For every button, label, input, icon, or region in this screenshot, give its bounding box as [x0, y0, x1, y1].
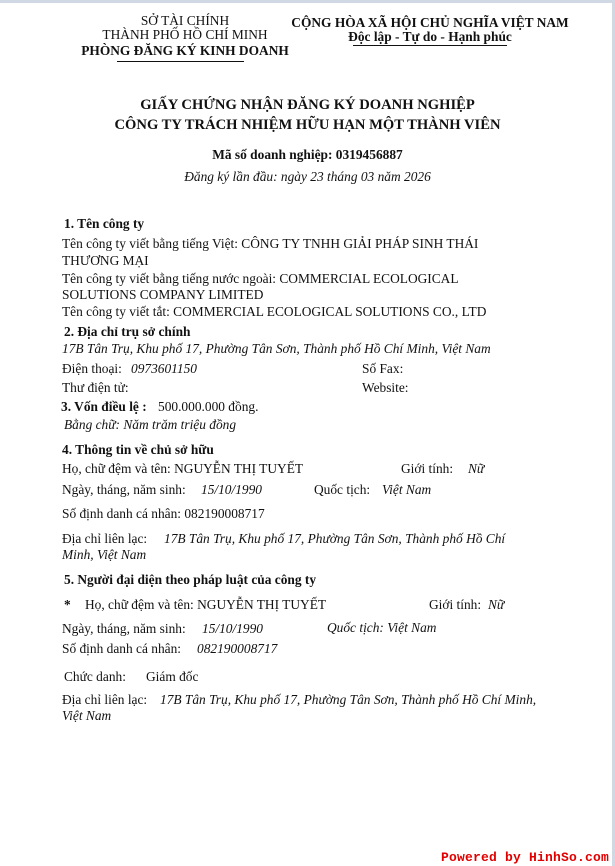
company-name-vn-2: THƯƠNG MẠI — [62, 253, 149, 268]
owner-dob-value: 15/10/1990 — [201, 482, 263, 497]
company-name-foreign-2: SOLUTIONS COMPANY LIMITED — [62, 287, 264, 302]
company-type: CÔNG TY TRÁCH NHIỆM HỮU HẠN MỘT THÀNH VIÊN — [114, 117, 501, 133]
owner-address-line-1: 17B Tân Trụ, Khu phố 17, Phường Tân Sơn, Thành phố Hồ Chí — [164, 531, 506, 546]
company-name-foreign-1: Tên công ty viết bằng tiếng nước ngoài: COMMERCIAL ECOLOGICAL — [62, 271, 459, 286]
national-title: CỘNG HÒA XÃ HỘI CHỦ NGHĨA VIỆT NAM — [291, 15, 569, 30]
section-4-heading: 4. Thông tin về chủ sở hữu — [62, 442, 214, 457]
head-office-address: 17B Tân Trụ, Khu phố 17, Phường Tân Sơn, Thành phố Hồ Chí Minh, Việt Nam — [62, 341, 491, 356]
representative-address-label: Địa chỉ liên lạc: — [62, 692, 148, 707]
agency-line-3: PHÒNG ĐĂNG KÝ KINH DOANH — [81, 43, 289, 58]
representative-dob-label: Ngày, tháng, năm sinh: — [62, 621, 186, 636]
agency-line-2: THÀNH PHỐ HỒ CHÍ MINH — [102, 27, 268, 42]
section-1-heading: 1. Tên công ty — [64, 216, 145, 231]
company-name-vn-1: Tên công ty viết bằng tiếng Việt: CÔNG TY TNHH GIẢI PHÁP SINH THÁI — [62, 236, 479, 251]
motto-underline — [353, 45, 507, 46]
representative-nationality: Quốc tịch: Việt Nam — [327, 620, 437, 635]
representative-title-value: Giám đốc — [146, 669, 199, 684]
representative-gender-label: Giới tính: — [429, 597, 482, 612]
section-2-heading: 2. Địa chỉ trụ sở chính — [64, 324, 191, 339]
agency-line-1: SỞ TÀI CHÍNH — [140, 13, 230, 28]
powered-by-watermark: Powered by HinhSo.com — [440, 850, 609, 865]
owner-gender-label: Giới tính: — [401, 461, 454, 476]
email-label: Thư điện tử: — [62, 380, 129, 395]
fax-label: Số Fax: — [362, 361, 404, 376]
phone-value: 0973601150 — [131, 361, 197, 376]
charter-capital-words: Bằng chữ: Năm trăm triệu đồng — [64, 417, 237, 432]
owner-address-line-2: Minh, Việt Nam — [62, 547, 147, 562]
section-3-label: 3. Vốn điều lệ : — [61, 399, 147, 414]
section-5-heading: 5. Người đại diện theo pháp luật của công ty — [64, 572, 317, 587]
representative-address-line-2: Việt Nam — [62, 708, 112, 723]
owner-id: Số định danh cá nhân: 082190008717 — [62, 506, 265, 521]
representative-name: Họ, chữ đệm và tên: NGUYỄN THỊ TUYẾT — [85, 597, 327, 612]
owner-gender-value: Nữ — [468, 461, 485, 476]
phone-label: Điện thoại: — [62, 361, 122, 376]
owner-address-label: Địa chỉ liên lạc: — [62, 531, 148, 546]
owner-nationality-label: Quốc tịch: — [314, 482, 371, 497]
document-title: GIẤY CHỨNG NHẬN ĐĂNG KÝ DOANH NGHIỆP — [140, 97, 475, 113]
owner-name: Họ, chữ đệm và tên: NGUYỄN THỊ TUYẾT — [62, 461, 304, 476]
owner-dob-label: Ngày, tháng, năm sinh: — [62, 482, 186, 497]
representative-id-value: 082190008717 — [197, 641, 278, 656]
company-name-short: Tên công ty viết tắt: COMMERCIAL ECOLOGICAL SOLUTIONS CO., LTD — [62, 304, 487, 319]
first-registration-date: Đăng ký lần đầu: ngày 23 tháng 03 năm 2026 — [184, 169, 431, 184]
window-top-border — [0, 0, 615, 3]
representative-bullet: * — [64, 597, 71, 612]
tax-code: Mã số doanh nghiệp: 0319456887 — [212, 147, 403, 162]
national-motto: Độc lập - Tự do - Hạnh phúc — [348, 29, 512, 44]
representative-gender-value: Nữ — [488, 597, 505, 612]
owner-nationality-value: Việt Nam — [382, 482, 432, 497]
representative-address-line-1: 17B Tân Trụ, Khu phố 17, Phường Tân Sơn, Thành phố Hồ Chí Minh, — [160, 692, 537, 707]
charter-capital-value: 500.000.000 đồng. — [158, 399, 259, 414]
representative-title-label: Chức danh: — [64, 669, 126, 684]
representative-dob-value: 15/10/1990 — [202, 621, 264, 636]
website-label: Website: — [362, 380, 409, 395]
agency-underline — [117, 61, 244, 62]
representative-id-label: Số định danh cá nhân: — [62, 641, 182, 656]
